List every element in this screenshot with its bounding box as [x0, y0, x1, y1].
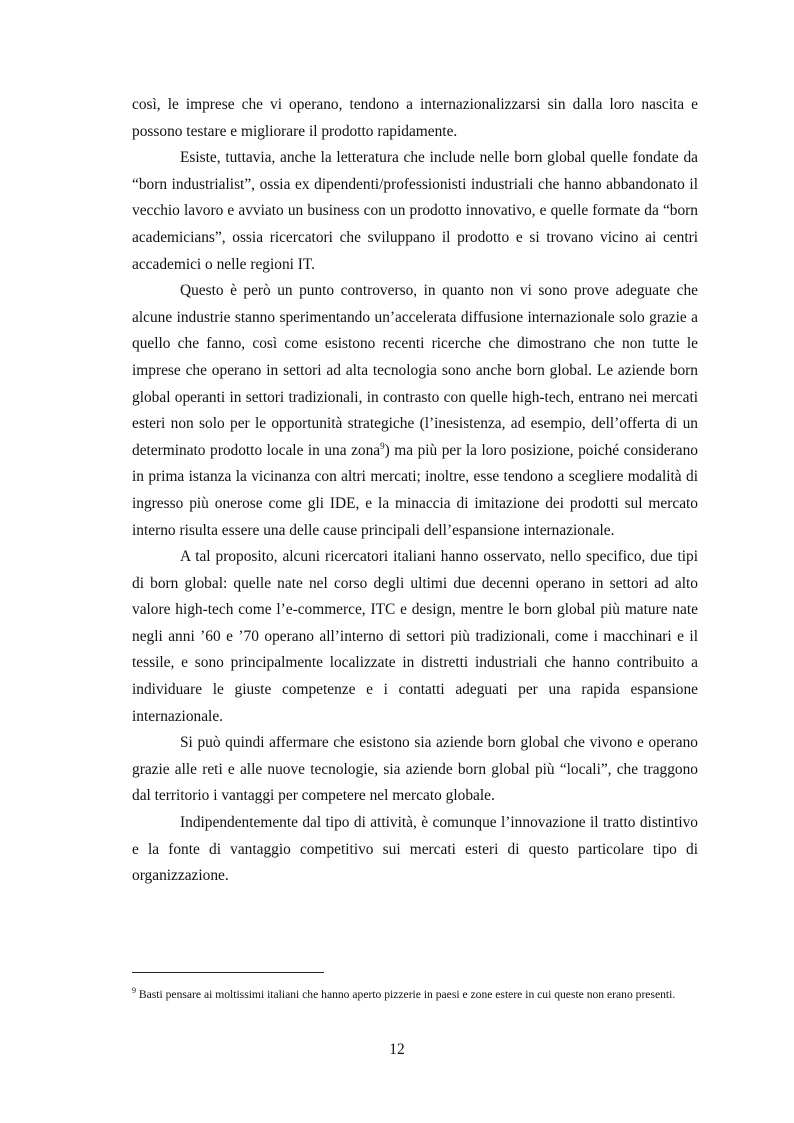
- paragraph-3: [132, 278, 698, 544]
- footnote-text: Basti pensare ai moltissimi italiani che hanno aperto pizzerie in paesi e zone estere in cui queste non erano presenti.: [138, 988, 676, 1001]
- paragraph-1: così, le imprese che vi operano, tendono a internazionalizzarsi sin dalla loro nascita e possono testare e migliorare il prodotto rapidamente.: [132, 96, 698, 140]
- footnote-reference[interactable]: 9: [380, 440, 385, 451]
- paragraph-4: A tal proposito, alcuni ricercatori italiani hanno osservato, nello specifico, due tipi di born global: quelle nate nel corso degli ultimi due decenni operano in settori ad alto valore high-tech come l’e-commerce, ITC e design, mentre le born global più mature nate negli anni ’60 e ’70 operano all’interno di settori più tradizionali, come i macchinari e il tessile, e sono principalmente localizzate in distretti industriali che hanno contribuito a individuare le giuste competenze e i contatti adeguati per una rapida espansione internazionale.: [132, 548, 698, 725]
- footnote: [132, 984, 698, 1005]
- paragraph-6: Indipendentemente dal tipo di attività, è comunque l’innovazione il tratto distintivo e la fonte di vantaggio competitivo sui mercati esteri di questo particolare tipo di organizzazione.: [132, 814, 698, 885]
- paragraph-2: Esiste, tuttavia, anche la letteratura che include nelle born global quelle fondate da “born industrialist”, ossia ex dipendenti/professionisti industriali che hanno abbandonato il vecchio lavoro e avviato un business con un prodotto innovativo, e quelle formate da “born academicians”, ossia ricercatori che sviluppano il prodotto e si trovano vicino ai centri accademici o nelle regioni IT.: [132, 149, 698, 273]
- page-number: 12: [389, 1041, 405, 1058]
- paragraph-5: Si può quindi affermare che esistono sia aziende born global che vivono e operano grazie alle reti e alle nuove tecnologie, sia aziende born global più “locali”, che traggono dal territorio i vantaggi per competere nel mercato globale.: [132, 734, 698, 805]
- paragraph-3-text-before-ref: Questo è però un punto controverso, in quanto non vi sono prove adeguate che alcune industrie stanno sperimentando un’accelerata diffusione internazionale solo grazie a quello che fanno, così come esistono recenti ricerche che dimostrano che non tutte le imprese che operano in settori ad alta tecnologia sono anche born global. Le aziende born global operanti in settori tradizionali, in contrasto con quelle high-tech, entrano nei mercati esteri non solo per le opportunità strategiche (l’inesistenza, ad esempio, dell’offerta di un determinato prodotto locale in una zona: [132, 282, 698, 459]
- body-text: [132, 92, 698, 890]
- paragraph-3-text-after-ref: ) ma più per la loro posizione, poiché considerano in prima istanza la vicinanza con altri mercati; inoltre, esse tendono a scegliere modalità di ingresso più onerose come gli IDE, e la minaccia di imitazione dei prodotti sul mercato interno risulta essere una delle cause principali dell’espansione internazionale.: [132, 441, 698, 539]
- footnote-number: 9: [132, 986, 136, 996]
- footnote-separator: [132, 972, 324, 973]
